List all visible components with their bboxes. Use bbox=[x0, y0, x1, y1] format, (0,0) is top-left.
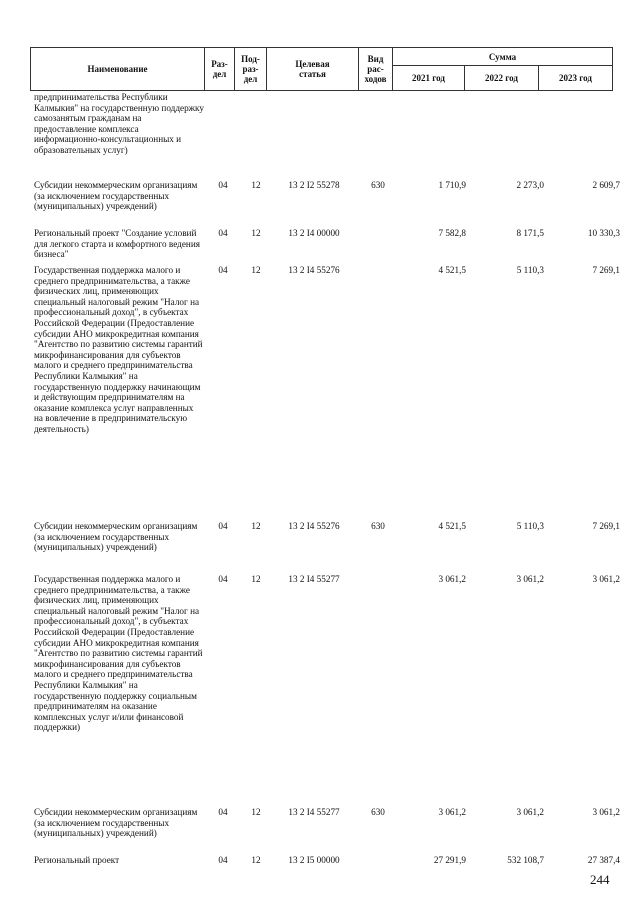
row-podrazdel: 12 bbox=[251, 265, 261, 275]
row-vid: 630 bbox=[371, 521, 385, 531]
row-razdel: 04 bbox=[218, 265, 228, 275]
row-name: Субсидии некоммерческим организациям (за исключением государственных (муниципальных) учреждений) bbox=[34, 807, 198, 839]
row-celevaya: 13 2 I4 55277 bbox=[288, 807, 340, 817]
header-podrazdel: Под- раз- дел bbox=[235, 48, 267, 91]
row-sum-2023: 10 330,3 bbox=[587, 228, 620, 238]
row-celevaya: 13 2 I5 00000 bbox=[288, 855, 340, 865]
row-razdel: 04 bbox=[218, 807, 228, 817]
row-sum-2021: 4 521,5 bbox=[438, 265, 466, 275]
row-sum-2022: 5 110,3 bbox=[516, 265, 544, 275]
header-summa: Сумма bbox=[393, 48, 613, 66]
row-sum-2022: 5 110,3 bbox=[516, 521, 544, 531]
row-name: Субсидии некоммерческим организациям (за исключением государственных (муниципальных) учреждений) bbox=[34, 521, 198, 553]
row-podrazdel: 12 bbox=[251, 521, 261, 531]
table-header bbox=[30, 47, 613, 91]
row-sum-2022: 3 061,2 bbox=[516, 807, 544, 817]
row-sum-2021: 27 291,9 bbox=[433, 855, 466, 865]
row-podrazdel: 12 bbox=[251, 228, 261, 238]
row-celevaya: 13 2 I4 55276 bbox=[288, 265, 340, 275]
row-podrazdel: 12 bbox=[251, 574, 261, 584]
row-celevaya: 13 2 I4 55277 bbox=[288, 574, 340, 584]
row-sum-2021: 4 521,5 bbox=[438, 521, 466, 531]
header-2021: 2021 год bbox=[393, 66, 465, 91]
row-name: Государственная поддержка малого и среднего предпринимательства, а также физических лиц, применяющих специальный налоговый режим "Налог на профессиональный доход", в субъектах Российской Федерации (Предоставление субсидии АНО микрокредитная компания "Агентство по развитию системы гарантий микрофинансирования для субъектов малого и среднего предпринимательства Республики Калмыкия" на государственную поддержку начинающим и действующим предпринимателям на оказание комплекса услуг направленных на вовлечение в предпринимательскую деятельность) bbox=[34, 265, 203, 434]
row-celevaya: 13 2 I4 00000 bbox=[288, 228, 340, 238]
row-sum-2021: 3 061,2 bbox=[438, 574, 466, 584]
row-name: Региональный проект bbox=[34, 855, 120, 865]
row-sum-2022: 532 108,7 bbox=[507, 855, 544, 865]
header-vid: Вид рас- ходов bbox=[359, 48, 393, 91]
header-2023: 2023 год bbox=[539, 66, 613, 91]
row-name: Субсидии некоммерческим организациям (за исключением государственных (муниципальных) учреждений) bbox=[34, 180, 198, 212]
row-sum-2022: 3 061,2 bbox=[516, 574, 544, 584]
row-podrazdel: 12 bbox=[251, 180, 261, 190]
row-sum-2021: 3 061,2 bbox=[438, 807, 466, 817]
row-razdel: 04 bbox=[218, 228, 228, 238]
page-number: 244 bbox=[590, 872, 610, 887]
row-sum-2023: 7 269,1 bbox=[592, 521, 620, 531]
row-sum-2023: 27 387,4 bbox=[587, 855, 620, 865]
row-name: Государственная поддержка малого и среднего предпринимательства, а также физических лиц, применяющих специальный налоговый режим "Налог на профессиональный доход", в субъектах Российской Федерации (Предоставление субсидии АНО микрокредитная компания "Агентство по развитию системы гарантий микрофинансирования для субъектов малого и среднего предпринимательства Республики Калмыкия" на государственную поддержку социальным предпринимателям на оказание комплексных услуг и/или финансовой поддержки) bbox=[34, 574, 203, 733]
header-celevaya: Целевая статья bbox=[267, 48, 359, 91]
row-name: Региональный проект "Создание условий для легкого старта и комфортного ведения бизнеса" bbox=[34, 228, 200, 260]
row-celevaya: 13 2 I2 55278 bbox=[288, 180, 340, 190]
row-sum-2023: 7 269,1 bbox=[592, 265, 620, 275]
header-2022: 2022 год bbox=[465, 66, 539, 91]
row-vid: 630 bbox=[371, 180, 385, 190]
row-razdel: 04 bbox=[218, 180, 228, 190]
header-name: Наименование bbox=[31, 48, 205, 91]
row-razdel: 04 bbox=[218, 521, 228, 531]
row-podrazdel: 12 bbox=[251, 855, 261, 865]
row-sum-2021: 7 582,8 bbox=[438, 228, 466, 238]
row-sum-2023: 3 061,2 bbox=[592, 807, 620, 817]
row-vid: 630 bbox=[371, 807, 385, 817]
row-razdel: 04 bbox=[218, 855, 228, 865]
row-name: предпринимательства Республики Калмыкия" на государственную поддержку самозанятым гражданам на предоставление комплекса информационно-консультационных и образовательных услуг) bbox=[34, 92, 204, 155]
row-sum-2023: 2 609,7 bbox=[592, 180, 620, 190]
row-podrazdel: 12 bbox=[251, 807, 261, 817]
row-celevaya: 13 2 I4 55276 bbox=[288, 521, 340, 531]
row-sum-2022: 8 171,5 bbox=[516, 228, 544, 238]
header-razdel: Раз- дел bbox=[205, 48, 235, 91]
row-razdel: 04 bbox=[218, 574, 228, 584]
row-sum-2022: 2 273,0 bbox=[516, 180, 544, 190]
row-sum-2021: 1 710,9 bbox=[438, 180, 466, 190]
row-sum-2023: 3 061,2 bbox=[592, 574, 620, 584]
